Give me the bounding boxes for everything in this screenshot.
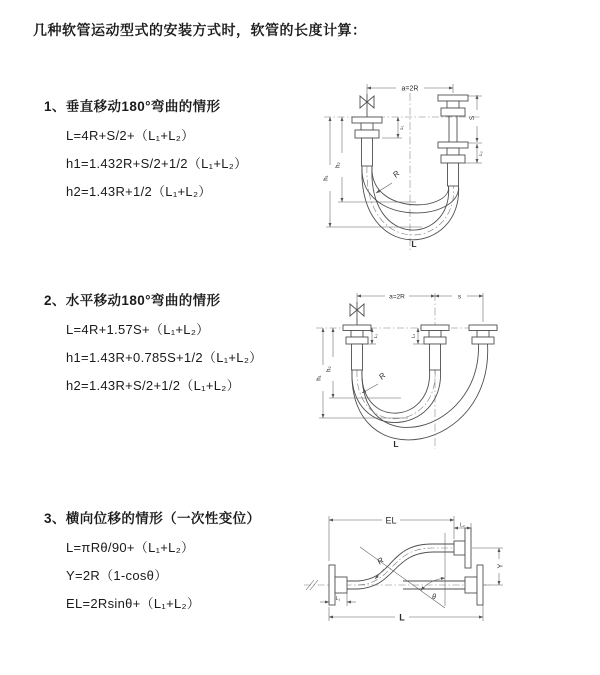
dim-label-L: L	[399, 612, 405, 623]
vertical-bend-drawing	[312, 73, 590, 255]
lateral-displacement-drawing	[298, 503, 595, 648]
dim-label-h2: h₂	[326, 366, 333, 372]
dimension-L1	[382, 117, 405, 138]
section-1-heading: 1、垂直移动180°弯曲的情形	[44, 99, 221, 114]
valve-icon	[350, 302, 364, 325]
radius-callout	[362, 371, 388, 393]
braid-section	[362, 138, 373, 166]
dimension-L	[329, 605, 483, 623]
dimension-L1	[320, 593, 356, 606]
diagram-lateral-displacement	[298, 503, 595, 648]
formula-EL: EL=2Rsinθ+（L₁+L₂）	[66, 596, 201, 611]
left-flange-fitting	[343, 325, 371, 370]
left-flange-fitting	[352, 117, 382, 166]
section-3-heading: 3、横向位移的情形（一次性变位）	[44, 511, 261, 526]
dim-label-h1: h₁	[323, 175, 330, 181]
left-flange	[329, 565, 358, 605]
page-title: 几种软管运动型式的安装方式时，软管的长度计算：	[33, 22, 367, 38]
formula-h2: h2=1.43R+1/2（L₁+L₂）	[66, 184, 212, 199]
dim-label-L: L	[393, 439, 399, 449]
dim-label-Y: Y	[497, 563, 505, 569]
dim-label-L1: L₁	[400, 125, 405, 130]
diagram-vertical-movement	[312, 73, 590, 255]
horizontal-bend-drawing	[308, 281, 593, 453]
dimension-s-shift	[435, 294, 483, 301]
dimension-EL	[329, 516, 454, 562]
formula-h1: h1=1.43R+0.785S+1/2（L₁+L₂）	[66, 350, 263, 365]
formula-L: L=πRθ/90+（L₁+L₂）	[66, 540, 195, 555]
dim-label-h2: h₂	[335, 162, 342, 168]
dim-label-R: R	[391, 169, 402, 180]
section-horizontal-movement	[44, 292, 319, 400]
middle-flange-fitting	[421, 325, 449, 370]
dim-label-span: a=2R	[389, 293, 405, 301]
dim-label-R: R	[375, 555, 386, 567]
braid-section	[448, 163, 459, 186]
dim-label-L2: L₂	[411, 333, 417, 339]
dim-label-L2: L₂	[479, 151, 484, 156]
dim-label-h1: h₁	[316, 375, 323, 381]
dim-label-L2: L₂	[460, 522, 465, 529]
lower-right-flange	[465, 565, 483, 605]
dimension-span-a2R	[357, 294, 435, 301]
right-flange-fitting-lower	[438, 142, 468, 186]
braid-section	[352, 344, 363, 370]
dim-label-L: L	[411, 239, 417, 249]
upper-right-flange	[454, 528, 471, 568]
centerlines	[316, 293, 498, 449]
formula-h1: h1=1.432R+S/2+1/2（L₁+L₂）	[66, 156, 248, 171]
diagram-horizontal-movement	[308, 281, 593, 453]
hose-s-curve	[358, 544, 454, 589]
formula-Y: Y=2R（1-cosθ）	[66, 568, 168, 583]
radius-callout	[376, 169, 402, 193]
section-lateral-displacement	[44, 510, 319, 618]
formula-h2: h2=1.43R+S/2+1/2（L₁+L₂）	[66, 378, 240, 393]
right-flange-fitting-shifted	[469, 325, 497, 344]
dim-label-span: a=2R	[401, 85, 419, 93]
valve-icon	[360, 94, 374, 117]
dim-label-R: R	[377, 371, 388, 382]
dimension-S	[468, 95, 482, 143]
dim-label-theta: θ	[432, 594, 436, 601]
dim-label-L1: L₁	[374, 333, 379, 339]
dim-label-L1: L₁	[335, 596, 341, 602]
right-flange-fitting-upper	[438, 95, 468, 142]
dim-label-S: S	[469, 115, 476, 121]
hose-loops	[352, 344, 488, 440]
formula-L: L=4R+S/2+（L₁+L₂）	[66, 128, 195, 143]
section-2-heading: 2、水平移动180°弯曲的情形	[44, 293, 221, 308]
dim-label-EL: EL	[385, 515, 397, 526]
braid-section	[430, 344, 441, 370]
section-vertical-movement	[44, 98, 319, 206]
formula-L: L=4R+1.57S+（L₁+L₂）	[66, 322, 210, 337]
dimension-span-a2R	[367, 84, 453, 94]
dim-label-shift: s	[457, 293, 462, 301]
